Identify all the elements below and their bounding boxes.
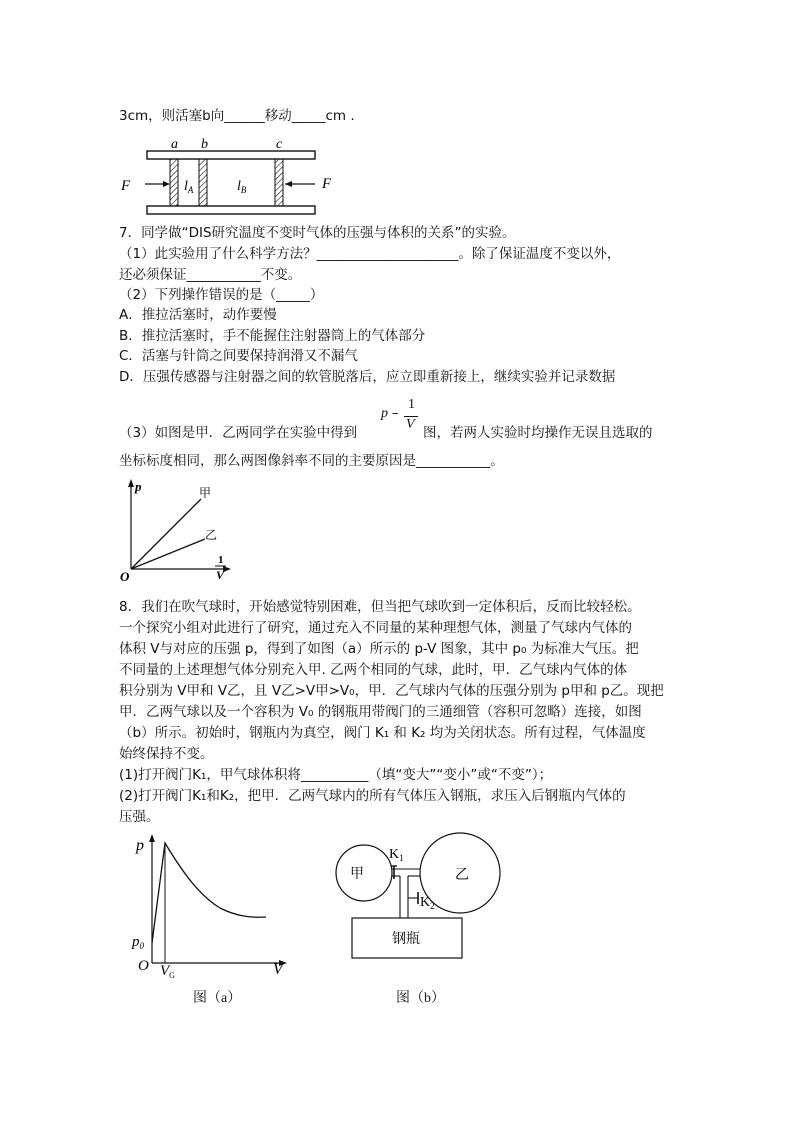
q7-option-b: B．推拉活塞时，手不能握住注射器筒上的气体部分 xyxy=(119,328,426,344)
label-c: c xyxy=(276,137,283,152)
q7-option-a: A．推拉活塞时，动作要慢 xyxy=(119,307,277,323)
q7-part1-line1: （1）此实验用了什么科学方法？_____________________。除了保证温度不变以外， xyxy=(119,246,621,262)
q8-sub2-line2: 压强。 xyxy=(119,809,160,825)
q8-line4: 不同量的上述理想气体分别充入甲. 乙两个相同的气球，此时，甲．乙气球内气体的体 xyxy=(119,662,628,678)
fig-a-vg-sub: G xyxy=(169,971,175,978)
q6-text-line: 3cm，则活塞b向______移动_____cm . xyxy=(119,108,355,124)
line-jia xyxy=(131,499,201,569)
q7-part3-pre: （3）如图是甲．乙两同学在实验中得到 xyxy=(119,425,358,441)
fig-a-caption: 图（a） xyxy=(193,991,242,1006)
label-b: b xyxy=(201,137,208,152)
q8-line1: 8．我们在吹气球时，开始感觉特别困难，但当把气球吹到一定体积后，反而比较轻松。 xyxy=(119,599,641,615)
fig-a-y-label: p xyxy=(136,837,144,854)
label-F-right: F xyxy=(322,176,332,192)
fig-b-caption: 图（b） xyxy=(396,991,445,1006)
q8-line8: 始终保持不变。 xyxy=(119,746,214,762)
figure-a-pv-graph xyxy=(128,828,293,978)
frac-den: V xyxy=(406,417,415,432)
q7-option-c: C．活塞与针筒之间要保持润滑又不漏气 xyxy=(119,348,358,364)
force-arrow-right xyxy=(285,181,292,187)
q8-line7: （b）所示。初始时，钢瓶内为真空，阀门 K₁ 和 K₂ 均为关闭状态。所有过程，气体温度 xyxy=(119,725,646,741)
label-yi: 乙 xyxy=(205,528,218,542)
svg-text:K1 xyxy=(389,847,404,863)
q8-line2: 一个探究小组对此进行了研究，通过充入不同量的某种理想气体，测量了气球内气体的 xyxy=(119,620,632,636)
q8-line3: 体积 V与对应的压强 p，得到了如图（a）所示的 p-V 图象，其中 p₀ 为标准大气压。把 xyxy=(119,641,639,657)
svg-text:p0 xyxy=(131,934,145,951)
piston-c xyxy=(275,159,283,206)
label-k2-sub: 2 xyxy=(430,901,435,911)
label-jia: 甲 xyxy=(350,867,364,882)
label-lA-sub: A xyxy=(187,185,194,195)
label-k2: K xyxy=(420,895,431,910)
label-k1: K xyxy=(389,847,400,862)
svg-text:lB xyxy=(237,179,247,195)
q7-option-d: D．压强传感器与注射器之间的软管脱落后，应立即重新接上，继续实验并记录数据 xyxy=(119,369,616,385)
fig-a-p0-sub: 0 xyxy=(139,941,144,951)
q7-part3-line2: 坐标标度相同，那么两图像斜率不同的主要原因是___________。 xyxy=(119,453,504,469)
piston-b xyxy=(199,159,207,206)
piston-a xyxy=(170,159,178,206)
svg-text:K2 xyxy=(420,895,435,911)
q8-line6: 甲．乙两气球以及一个容积为 V₀ 的钢瓶用带阀门的三通细管（容积可忽略）连接，如图 xyxy=(119,704,642,720)
fig-a-curve xyxy=(152,843,266,943)
label-yi: 乙 xyxy=(455,868,469,883)
label-lB: l xyxy=(237,179,241,194)
origin-O: O xyxy=(120,569,130,584)
force-arrow-left xyxy=(163,181,170,187)
label-k1-sub: 1 xyxy=(399,853,404,863)
svg-text:lA xyxy=(184,179,194,195)
q7-part2: （2）下列操作错误的是（_____） xyxy=(119,287,324,303)
label-lA: l xyxy=(184,179,188,194)
label-F-left: F xyxy=(121,178,131,194)
svg-text:VG xyxy=(160,963,175,978)
q8-sub2-line1: (2)打开阀门K₁和K₂，把甲．乙两气球内的所有气体压入钢瓶，求压入后钢瓶内气体的 xyxy=(119,788,626,804)
cylinder-bottom-wall xyxy=(147,206,315,214)
line-yi xyxy=(131,539,205,569)
p-inverse-v-graph xyxy=(117,477,237,585)
q8-sub1: (1)打开阀门K₁，甲气球体积将__________（填“变大”“变小”或“不变”）； xyxy=(119,767,553,783)
piston-cylinder-figure xyxy=(115,136,345,221)
q7-title: 7．同学做“DIS研究温度不变时气体的压强与体积的关系”的实验。 xyxy=(119,225,516,241)
x-label-den: V xyxy=(216,568,225,582)
frac-p: p xyxy=(381,406,388,421)
fig-a-x-label: V xyxy=(273,961,283,978)
label-lB-sub: B xyxy=(240,185,247,195)
x-label-num: 1 xyxy=(218,554,224,566)
fig-a-vg: V xyxy=(160,963,170,978)
fig-a-origin: O xyxy=(138,958,149,974)
fig-a-p0: p xyxy=(132,934,140,950)
q7-part3-post: 图，若两人实验时均操作无误且选取的 xyxy=(423,425,653,441)
balloon-jia xyxy=(336,845,392,901)
q7-part1-line2: 还必须保证___________不变。 xyxy=(119,267,302,283)
label-a: a xyxy=(171,137,178,152)
frac-num: 1 xyxy=(408,397,415,412)
label-jia: 甲 xyxy=(199,486,212,500)
y-label-p: p xyxy=(135,479,142,494)
cylinder-top-wall xyxy=(147,151,315,159)
figure-b-apparatus xyxy=(332,826,512,966)
label-bottle: 钢瓶 xyxy=(392,932,420,947)
q8-line5: 积分别为 V甲和 V乙，且 V乙>V甲>V₀，甲．乙气球内气体的压强分别为 p甲和 p乙。现把 xyxy=(119,683,664,699)
